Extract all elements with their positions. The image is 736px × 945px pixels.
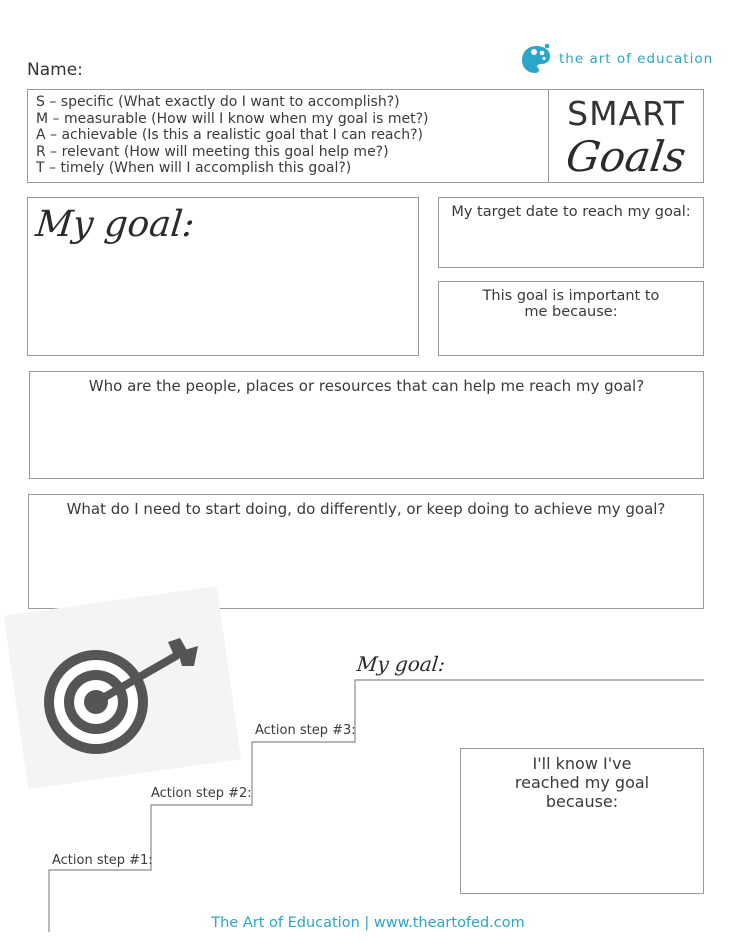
footer-text: The Art of Education | www.theartofed.com bbox=[211, 915, 525, 931]
action-step-3-label: Action step #3: bbox=[255, 723, 356, 738]
resources-label: Who are the people, places or resources that can help me reach my goal? bbox=[88, 377, 645, 395]
actions-label: What do I need to start doing, do differently, or keep doing to achieve my goal? bbox=[66, 500, 666, 518]
staircase-goal-label: My goal: bbox=[355, 652, 447, 676]
smart-line-timely: T – timely (When will I accomplish this goal?) bbox=[36, 160, 352, 176]
reached-goal-label: I'll know I've reached my goal because: bbox=[514, 754, 650, 811]
smart-title: SMART bbox=[567, 94, 685, 133]
name-label: Name: bbox=[27, 60, 83, 80]
goals-script-title: Goals bbox=[563, 132, 689, 181]
brand-text: the art of education bbox=[559, 51, 714, 67]
action-step-2-label: Action step #2: bbox=[151, 786, 252, 801]
action-step-1-label: Action step #1: bbox=[52, 853, 153, 868]
my-goal-label: My goal: bbox=[33, 204, 197, 245]
importance-label: This goal is important to me because: bbox=[482, 288, 660, 320]
smart-line-relevant: R – relevant (How will meeting this goal help me?) bbox=[36, 143, 389, 160]
smart-line-achievable: A – achievable (Is this a realistic goal that I can reach?) bbox=[36, 127, 423, 143]
target-date-label: My target date to reach my goal: bbox=[451, 204, 691, 220]
reached-goal-box[interactable] bbox=[460, 748, 704, 894]
smart-line-specific: S – specific (What exactly do I want to accomplish?) bbox=[36, 94, 400, 110]
smart-line-measurable: M – measurable (How will I know when my goal is met?) bbox=[36, 110, 429, 127]
